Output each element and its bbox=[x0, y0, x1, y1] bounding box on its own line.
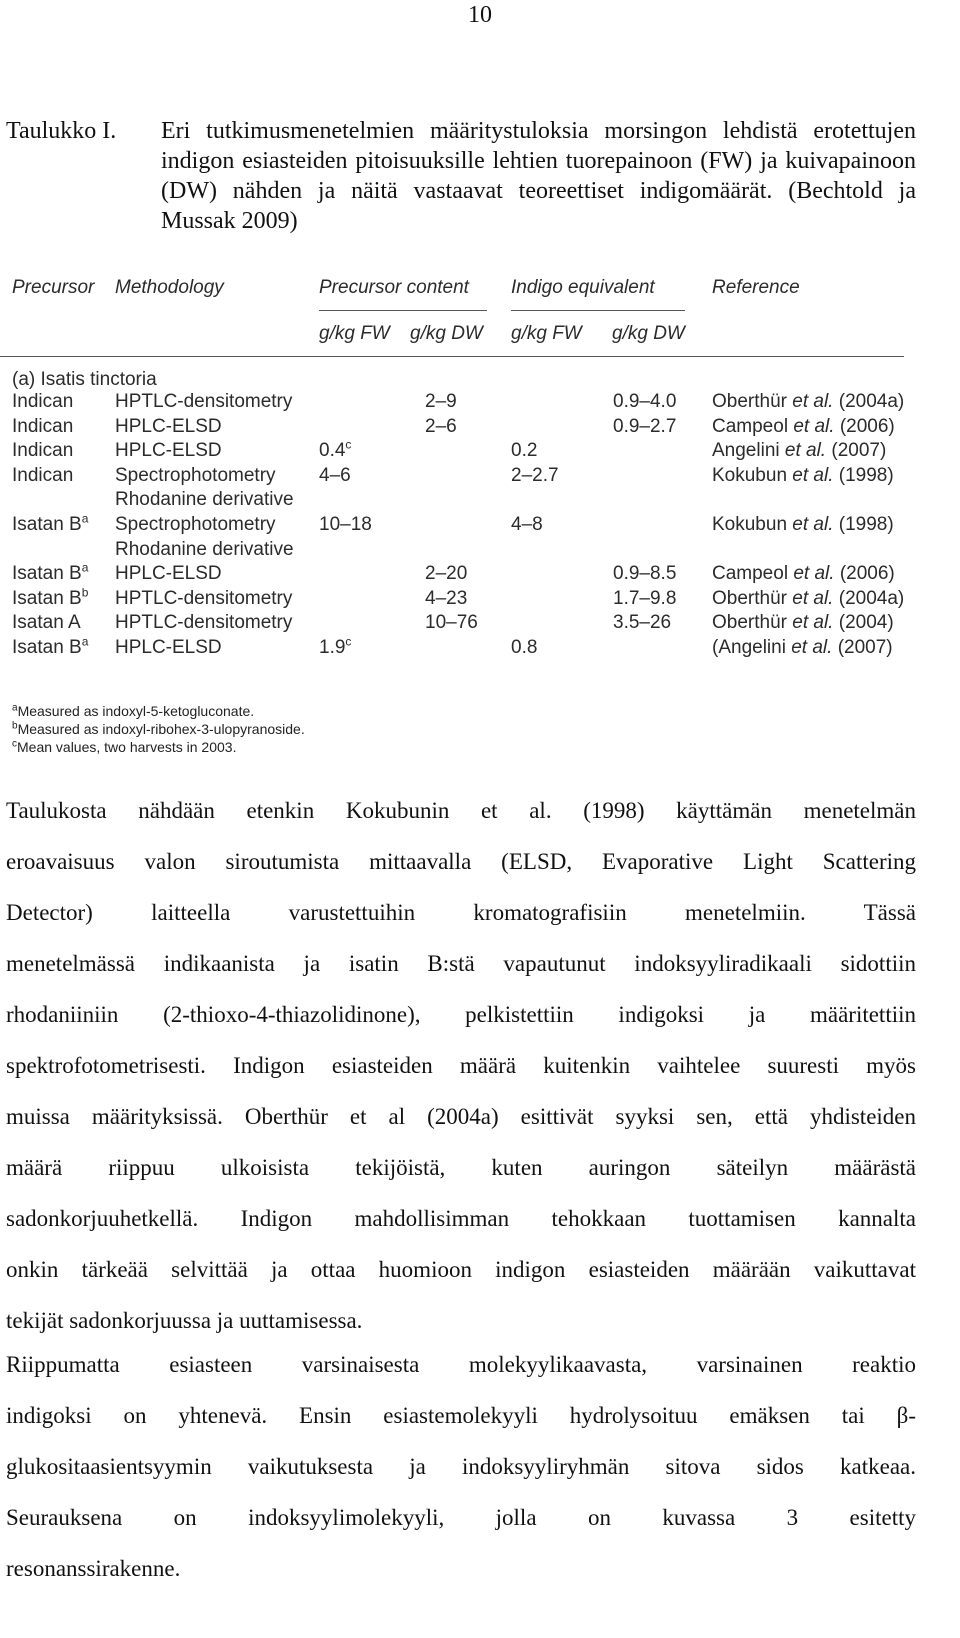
cell-method: Rhodanine derivative bbox=[115, 489, 294, 511]
cell-precursor: Indican bbox=[12, 464, 74, 486]
cell-precursor: Isatan $B^a$ bbox=[12, 560, 89, 585]
cell-method: HPLC-ELSD bbox=[115, 415, 222, 437]
paragraph-line: menetelmässä indikaanista ja isatin B:stä vapautunut indoksyyliradikaali sidottiin bbox=[6, 951, 916, 976]
cell-ie-dw: 3.5–26 bbox=[613, 612, 672, 634]
cell-precursor: Indican bbox=[12, 415, 74, 437]
cell-method: HPLC-ELSD bbox=[115, 637, 222, 658]
table-row bbox=[12, 437, 942, 465]
paragraph-line: Seurauksena on indoksyylimolekyyli, jolla on kuvassa 3 esitetty bbox=[6, 1505, 916, 1530]
paragraph-line: tekijät sadonkorjuussa ja uuttamisessa. bbox=[6, 1308, 363, 1333]
cell-pc-dw: 2–9 bbox=[425, 391, 457, 412]
cell-precursor: Isatan A bbox=[12, 612, 81, 634]
header-underline-precursor bbox=[319, 310, 487, 311]
cell-method: Spectrophotometry bbox=[115, 514, 276, 535]
cell-method: Rhodanine derivative bbox=[115, 538, 294, 560]
paragraph-line: Taulukosta nähdään etenkin Kokubunin et al. (1998) käyttämän menetelmän bbox=[6, 798, 916, 823]
cell-reference: Angelini et al. (2007) bbox=[712, 440, 887, 462]
cell-ie-fw: 2–2.7 bbox=[511, 464, 559, 486]
table-caption bbox=[6, 116, 916, 236]
cell-precursor: Indican bbox=[12, 391, 74, 412]
cell-reference: Oberthür et al. (2004a) bbox=[712, 391, 905, 412]
section-label: (a) Isatis tinctoria bbox=[12, 369, 157, 390]
table-row bbox=[12, 511, 942, 539]
page-number: 10 bbox=[468, 2, 492, 28]
paragraph-2 bbox=[6, 1339, 916, 1594]
table-row bbox=[12, 391, 942, 416]
table-row bbox=[12, 560, 942, 588]
cell-pc-dw: 4–23 bbox=[425, 587, 468, 609]
cell-pc-dw: 10–76 bbox=[425, 612, 478, 634]
table-row bbox=[12, 612, 942, 637]
cell-reference: Oberthür et al. (2004a) bbox=[712, 587, 905, 609]
paragraph-line: Riippumatta esiasteen varsinaisesta molekyylikaavasta, varsinainen reaktio bbox=[6, 1352, 916, 1377]
cell-pc-fw: 0.4$^c$ bbox=[319, 437, 352, 462]
cell-reference: (Angelini et al. (2007) bbox=[712, 637, 893, 658]
paragraph-line: resonanssirakenne. bbox=[6, 1556, 181, 1581]
header-precursor: Precursor bbox=[12, 277, 95, 298]
cell-pc-dw: 2–6 bbox=[425, 415, 457, 437]
table-footnote: $^c$Mean values, two harvests in 2003. bbox=[12, 738, 237, 755]
caption-text: Eri tutkimusmenetelmien määritystuloksia morsingon lehdistä erotettujen indigon esiasteiden pitoisuuksille lehtien tuorepainoon (FW) ja kuivapainoon (DW) nähden ja näitä vastaavat teoreettiset indigomäärät. (Bechtold ja Mussak 2009) bbox=[161, 118, 916, 234]
cell-method: Spectrophotometry bbox=[115, 464, 276, 486]
paragraph-line: eroavaisuus valon siroutumista mittaavalla (ELSD, Evaporative Light Scattering bbox=[6, 849, 916, 874]
cell-reference: Campeol et al. (2006) bbox=[712, 415, 895, 437]
cell-pc-fw: 1.9$^c$ bbox=[319, 634, 352, 658]
header-ie-fw: g/kg FW bbox=[511, 323, 582, 344]
paragraph-line: glukositaasientsyymin vaikutuksesta ja indoksyyliryhmän sitova sidos katkeaa. bbox=[6, 1454, 916, 1479]
paragraph-line: rhodaniiniin (2-thioxo-4-thiazolidinone), pelkistettiin indigoksi ja määritettiin bbox=[6, 1002, 916, 1027]
paragraph-line: muissa määrityksissä. Oberthür et al (2004a) esittivät syyksi sen, että yhdisteiden bbox=[6, 1104, 916, 1129]
table-row bbox=[12, 634, 942, 662]
header-rule bbox=[0, 356, 904, 357]
header-reference: Reference bbox=[712, 277, 800, 298]
table-row bbox=[12, 585, 942, 613]
table-row bbox=[12, 416, 942, 441]
header-pc-dw: g/kg DW bbox=[410, 323, 483, 344]
cell-reference: Kokubun et al. (1998) bbox=[712, 514, 894, 535]
table-footnote: $^a$Measured as indoxyl-5-ketogluconate. bbox=[12, 702, 255, 719]
cell-reference: Kokubun et al. (1998) bbox=[712, 464, 894, 486]
table-row bbox=[12, 465, 942, 490]
cell-precursor: Isatan $B^b$ bbox=[12, 585, 89, 609]
cell-method: HPLC-ELSD bbox=[115, 440, 222, 462]
cell-reference: Oberthür et al. (2004) bbox=[712, 612, 894, 634]
paragraph-line: indigoksi on yhtenevä. Ensin esiastemolekyyli hydrolysoituu emäksen tai β- bbox=[6, 1403, 916, 1428]
paragraph-line: spektrofotometrisesti. Indigon esiasteiden määrä kuitenkin vaihtelee suuresti myös bbox=[6, 1053, 916, 1078]
cell-method: HPTLC-densitometry bbox=[115, 391, 293, 412]
cell-reference: Campeol et al. (2006) bbox=[712, 563, 895, 585]
header-pc-fw: g/kg FW bbox=[319, 323, 390, 344]
header-indigo-equivalent: Indigo equivalent bbox=[511, 277, 655, 298]
header-underline-indigo bbox=[511, 310, 685, 311]
cell-ie-fw: 4–8 bbox=[511, 514, 543, 535]
cell-ie-dw: 0.9–8.5 bbox=[613, 563, 677, 585]
cell-pc-fw: 10–18 bbox=[319, 514, 372, 535]
table-row bbox=[12, 489, 942, 514]
cell-ie-fw: 0.2 bbox=[511, 440, 538, 462]
cell-ie-dw: 1.7–9.8 bbox=[613, 587, 677, 609]
cell-pc-fw: 4–6 bbox=[319, 464, 351, 486]
header-precursor-content: Precursor content bbox=[319, 277, 469, 298]
header-ie-dw: g/kg DW bbox=[612, 323, 685, 344]
cell-ie-dw: 0.9–2.7 bbox=[613, 415, 677, 437]
table-row bbox=[12, 539, 942, 564]
cell-method: HPTLC-densitometry bbox=[115, 612, 293, 634]
cell-pc-dw: 2–20 bbox=[425, 563, 468, 585]
paragraph-line: Detector) laitteella varustettuihin kromatografisiin menetelmiin. Tässä bbox=[6, 900, 916, 925]
cell-ie-dw: 0.9–4.0 bbox=[613, 391, 677, 412]
cell-precursor: Isatan $B^a$ bbox=[12, 634, 89, 658]
cell-ie-fw: 0.8 bbox=[511, 637, 538, 658]
paragraph-line: onkin tärkeää selvittää ja ottaa huomioon indigon esiasteiden määrään vaikuttavat bbox=[6, 1257, 916, 1282]
caption-label: Taulukko I. bbox=[6, 118, 117, 144]
paragraph-line: sadonkorjuuhetkellä. Indigon mahdollisimman tehokkaan tuottamisen kannalta bbox=[6, 1206, 916, 1231]
cell-precursor: Indican bbox=[12, 440, 74, 462]
paragraph-1 bbox=[6, 785, 916, 1346]
header-methodology: Methodology bbox=[115, 277, 224, 298]
cell-precursor: Isatan $B^a$ bbox=[12, 511, 89, 535]
cell-method: HPLC-ELSD bbox=[115, 563, 222, 585]
paragraph-line: määrä riippuu ulkoisista tekijöistä, kuten auringon säteilyn määrästä bbox=[6, 1155, 916, 1180]
cell-method: HPTLC-densitometry bbox=[115, 587, 293, 609]
table-footnote: $^b$Measured as indoxyl-ribohex-3-ulopyranoside. bbox=[12, 720, 305, 737]
